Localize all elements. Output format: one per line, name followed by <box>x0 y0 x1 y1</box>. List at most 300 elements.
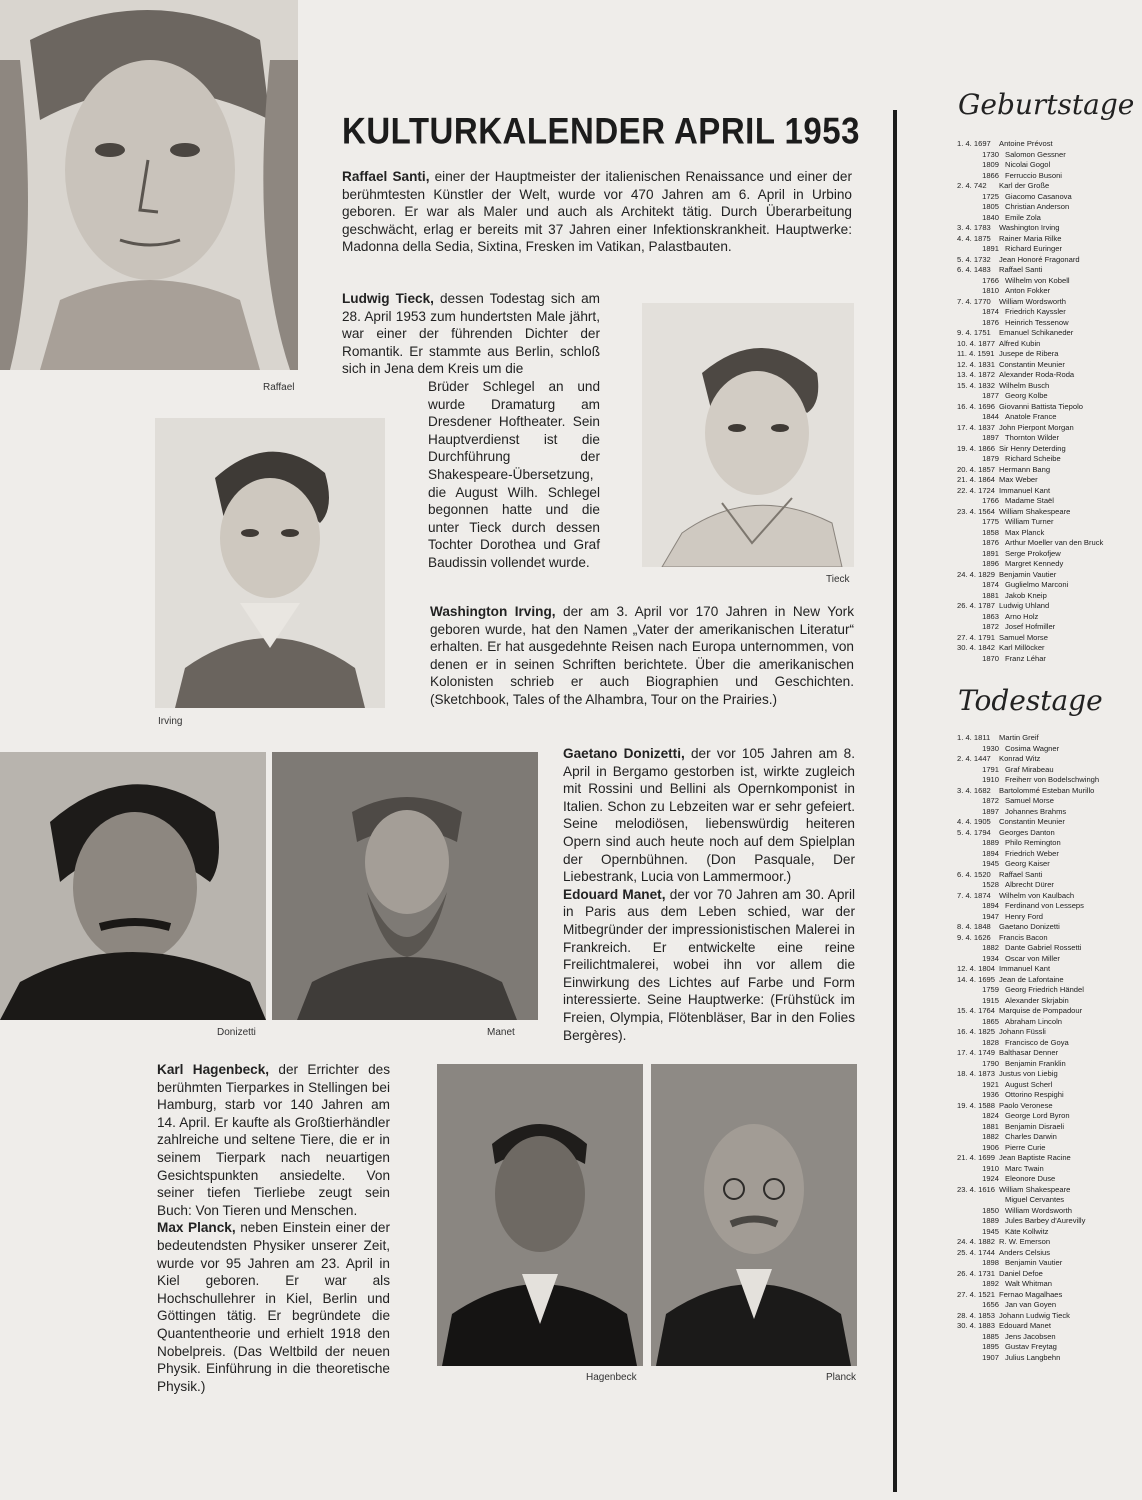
deaths-date <box>957 1122 979 1133</box>
deaths-year: 1930 <box>982 743 999 753</box>
birthdays-person: Arno Holz <box>1005 611 1039 621</box>
article-planck-body: neben Einstein einer der bedeutendsten Physiker unserer Zeit, wurde vor 95 Jahren am 23. April in Kiel geboren. Er war als Hochschullehrer in Kiel, Berlin und Göttingen tätig. Er begründete die Quantentheorie und erhielt 1918 den Nobelpreis. (Das Weltbild der neuen Physik. Einführung in die theoretische Physik.) <box>157 1220 390 1394</box>
birthdays-date <box>957 538 979 549</box>
deaths-date <box>957 1258 979 1269</box>
birthdays-date: 24. 4. 1829 <box>957 569 996 579</box>
caption-hagenbeck: Hagenbeck <box>586 1372 637 1383</box>
deaths-person: Benjamin Franklin <box>1005 1058 1066 1068</box>
birthdays-date <box>957 433 979 444</box>
deaths-person: Philo Remington <box>1005 838 1061 847</box>
deaths-entry <box>957 1048 1137 1059</box>
deaths-year: 1906 <box>982 1142 999 1152</box>
deaths-entry <box>957 1080 1137 1091</box>
deaths-entry <box>957 880 1137 891</box>
birthdays-date: 11. 4. 1591 <box>957 349 995 358</box>
deaths-entry <box>957 1195 1137 1206</box>
deaths-year: 1945 <box>982 859 999 868</box>
birthdays-entry <box>957 307 1137 318</box>
caption-planck: Planck <box>826 1372 857 1383</box>
caption-irving: Irving <box>158 716 183 727</box>
deaths-date <box>957 1143 979 1154</box>
birthdays-year: 1879 <box>982 454 999 463</box>
birthdays-year: 1896 <box>982 559 999 568</box>
deaths-person: Martin Greif <box>999 733 1039 742</box>
deaths-entry <box>957 1311 1137 1322</box>
deaths-person: Dante Gabriel Rossetti <box>1005 943 1082 952</box>
birthdays-date: 20. 4. 1857 <box>957 464 996 474</box>
birthdays-entry <box>957 381 1137 392</box>
deaths-date: 6. 4. 1520 <box>957 869 991 879</box>
article-tieck-body-1: dessen Todestag sich am 28. April 1953 zum hundertsten Male jährt, war einer der führenden Dichter der Romantik. Er stammte aus Berlin, schloß sich in Jena dem Kreis um die <box>342 291 600 377</box>
birthdays-date <box>957 580 979 591</box>
birthdays-entry <box>957 234 1137 245</box>
deaths-entry <box>957 796 1137 807</box>
birthdays-date <box>957 318 979 329</box>
deaths-person: Benjamin Vautier <box>1005 1258 1063 1267</box>
birthdays-date <box>957 622 979 633</box>
caption-manet: Manet <box>487 1027 515 1038</box>
birthdays-date: 5. 4. 1732 <box>957 254 991 264</box>
deaths-entry <box>957 744 1137 755</box>
article-tieck-name: Ludwig Tieck, <box>342 291 434 306</box>
deaths-date: 1. 4. 1811 <box>957 733 991 742</box>
birthdays-date <box>957 391 979 402</box>
deaths-date <box>957 1279 979 1290</box>
deaths-entry <box>957 933 1137 944</box>
deaths-person: Jean Baptiste Racine <box>999 1153 1071 1162</box>
article-tieck-part1 <box>342 290 600 378</box>
birthdays-date <box>957 150 979 161</box>
birthdays-date <box>957 412 979 423</box>
birthdays-person: Constantin Meunier <box>999 359 1065 369</box>
birthdays-year: 1872 <box>982 622 999 631</box>
deaths-date: 3. 4. 1682 <box>957 785 991 795</box>
deaths-date <box>957 1017 979 1028</box>
deaths-entry <box>957 765 1137 776</box>
caption-tieck: Tieck <box>826 574 850 585</box>
deaths-person: Paolo Veronese <box>999 1100 1053 1110</box>
deaths-entry <box>957 1059 1137 1070</box>
deaths-entry <box>957 1111 1137 1122</box>
deaths-person: Raffael Santi <box>999 869 1043 879</box>
birthdays-entry <box>957 255 1137 266</box>
deaths-entry <box>957 1206 1137 1217</box>
birthdays-entry <box>957 402 1137 413</box>
deaths-year: 1790 <box>982 1058 999 1068</box>
deaths-date <box>957 807 979 818</box>
deaths-date: 8. 4. 1848 <box>957 922 991 931</box>
deaths-date <box>957 1332 979 1343</box>
birthdays-person: Anton Fokker <box>1005 286 1051 295</box>
birthdays-date <box>957 244 979 255</box>
deaths-date <box>957 1216 979 1227</box>
birthdays-person: Josef Hofmiller <box>1005 622 1056 631</box>
birthdays-person: John Pierpont Morgan <box>999 422 1074 432</box>
deaths-person: William Wordsworth <box>1005 1205 1072 1215</box>
birthdays-year: 1844 <box>982 412 999 421</box>
deaths-year: 1881 <box>982 1121 999 1131</box>
birthdays-date: 26. 4. 1787 <box>957 601 996 610</box>
deaths-year: 1889 <box>982 1216 999 1225</box>
birthdays-entry <box>957 622 1137 633</box>
birthdays-list <box>957 139 1137 664</box>
birthdays-person: Wilhelm von Kobell <box>1005 275 1070 285</box>
deaths-person: Graf Mirabeau <box>1005 764 1054 774</box>
deaths-entry <box>957 1164 1137 1175</box>
deaths-person: Johann Füssli <box>999 1027 1046 1036</box>
birthdays-entry <box>957 591 1137 602</box>
deaths-person: Samuel Morse <box>1005 796 1054 805</box>
deaths-person: Ottorino Respighi <box>1005 1090 1064 1099</box>
manet-portrait <box>272 752 538 1020</box>
birthdays-year: 1840 <box>982 212 999 222</box>
birthdays-person: Christian Anderson <box>1005 202 1070 211</box>
article-tieck-part2 <box>428 378 600 572</box>
deaths-entry <box>957 1353 1137 1364</box>
birthdays-year: 1766 <box>982 275 999 285</box>
deaths-date <box>957 1090 979 1101</box>
deaths-person: Eleonore Duse <box>1005 1174 1056 1183</box>
birthdays-person: Alfred Kubin <box>999 338 1041 348</box>
birthdays-person: William Shakespeare <box>999 506 1071 516</box>
birthdays-person: Richard Scheibe <box>1005 454 1061 463</box>
birthdays-entry <box>957 150 1137 161</box>
deaths-year: 1824 <box>982 1111 999 1120</box>
birthdays-entry <box>957 244 1137 255</box>
deaths-entry <box>957 1290 1137 1301</box>
birthdays-date: 4. 4. 1875 <box>957 233 991 243</box>
birthdays-person: Jakob Kneip <box>1005 590 1047 600</box>
article-irving-body: der am 3. April vor 170 Jahren in New York geboren wurde, hat den Namen „Vater der amerikanischen Literatur“ erhalten. Er hat ausgedehnte Reisen nach Europa unternommen, von denen er in seinen Schriften berichtete. Über die amerikanischen Kolonisten schrieb er auch Biographien und Geschichten. (Sketchbook, Tales of the Alhambra, Tour on the Prairies.) <box>430 604 854 707</box>
deaths-date: 25. 4. 1744 <box>957 1247 996 1257</box>
deaths-entry <box>957 985 1137 996</box>
deaths-year: 1528 <box>982 880 999 889</box>
birthdays-person: Karl der Große <box>999 181 1050 190</box>
birthdays-person: Jusepe de Ribera <box>999 349 1059 358</box>
deaths-date <box>957 1227 979 1238</box>
deaths-heading: Todestage <box>958 684 1103 717</box>
deaths-date: 14. 4. 1695 <box>957 974 996 984</box>
birthdays-date: 21. 4. 1864 <box>957 475 996 484</box>
birthdays-person: Karl Millöcker <box>999 643 1045 652</box>
article-donizetti-name: Gaetano Donizetti, <box>563 746 685 761</box>
birthdays-person: Guglielmo Marconi <box>1005 580 1069 589</box>
birthdays-year: 1863 <box>982 611 999 621</box>
birthdays-entry <box>957 517 1137 528</box>
deaths-person: Johannes Brahms <box>1005 806 1067 816</box>
deaths-date: 28. 4. 1853 <box>957 1310 996 1320</box>
deaths-date <box>957 744 979 755</box>
deaths-year: 1791 <box>982 764 999 774</box>
deaths-entry <box>957 786 1137 797</box>
deaths-date: 21. 4. 1699 <box>957 1153 996 1162</box>
birthdays-entry <box>957 643 1137 654</box>
birthdays-entry <box>957 318 1137 329</box>
birthdays-person: Raffael Santi <box>999 265 1043 274</box>
article-irving-name: Washington Irving, <box>430 604 556 619</box>
birthdays-date: 12. 4. 1831 <box>957 359 996 369</box>
birthdays-entry <box>957 633 1137 644</box>
birthdays-entry <box>957 181 1137 192</box>
deaths-entry <box>957 1038 1137 1049</box>
deaths-date: 26. 4. 1731 <box>957 1268 996 1278</box>
deaths-year: 1910 <box>982 1163 999 1173</box>
birthdays-entry <box>957 423 1137 434</box>
birthdays-person: Sir Henry Deterding <box>999 443 1066 453</box>
birthdays-entry <box>957 538 1137 549</box>
deaths-entry <box>957 807 1137 818</box>
deaths-year: 1915 <box>982 995 999 1005</box>
deaths-date: 17. 4. 1749 <box>957 1048 996 1057</box>
deaths-date <box>957 985 979 996</box>
deaths-date <box>957 796 979 807</box>
deaths-year: 1892 <box>982 1279 999 1288</box>
birthdays-date: 13. 4. 1872 <box>957 370 996 379</box>
birthdays-entry <box>957 265 1137 276</box>
birthdays-year: 1876 <box>982 317 999 327</box>
birthdays-date <box>957 307 979 318</box>
deaths-date <box>957 943 979 954</box>
birthdays-person: Giovanni Battista Tiepolo <box>999 401 1084 411</box>
deaths-person: George Lord Byron <box>1005 1111 1070 1120</box>
birthdays-entry <box>957 433 1137 444</box>
deaths-person: Edouard Manet <box>999 1321 1051 1330</box>
deaths-entry <box>957 838 1137 849</box>
birthdays-year: 1891 <box>982 548 999 558</box>
birthdays-person: Rainer Maria Rilke <box>999 233 1062 243</box>
birthdays-date: 16. 4. 1696 <box>957 401 996 411</box>
birthdays-date <box>957 612 979 623</box>
birthdays-person: William Wordsworth <box>999 296 1066 306</box>
deaths-year: 1850 <box>982 1205 999 1215</box>
birthdays-person: Anatole France <box>1005 412 1057 421</box>
birthdays-date: 9. 4. 1751 <box>957 328 991 337</box>
birthdays-date <box>957 591 979 602</box>
birthdays-date <box>957 213 979 224</box>
deaths-person: Benjamin Disraeli <box>1005 1121 1065 1131</box>
birthdays-year: 1877 <box>982 391 999 400</box>
deaths-date: 4. 4. 1905 <box>957 817 991 826</box>
birthdays-date <box>957 454 979 465</box>
deaths-year: 1828 <box>982 1037 999 1047</box>
birthdays-entry <box>957 465 1137 476</box>
deaths-entry <box>957 1248 1137 1259</box>
deaths-person: Julius Langbehn <box>1005 1352 1061 1362</box>
birthdays-person: Hermann Bang <box>999 464 1051 474</box>
deaths-entry <box>957 1258 1137 1269</box>
birthdays-person: Emile Zola <box>1005 212 1041 222</box>
birthdays-entry <box>957 454 1137 465</box>
deaths-year: 1907 <box>982 1352 999 1362</box>
deaths-date <box>957 1195 979 1206</box>
deaths-entry <box>957 1237 1137 1248</box>
birthdays-year: 1730 <box>982 149 999 159</box>
deaths-year: 1882 <box>982 1132 999 1141</box>
birthdays-date: 27. 4. 1791 <box>957 632 996 642</box>
deaths-date <box>957 1059 979 1070</box>
deaths-year <box>979 1195 1005 1206</box>
deaths-person: Miguel Cervantes <box>1005 1195 1065 1204</box>
deaths-date <box>957 1164 979 1175</box>
caption-donizetti: Donizetti <box>217 1027 256 1038</box>
birthdays-entry <box>957 486 1137 497</box>
article-manet-body: der vor 70 Jahren am 30. April in Paris aus dem Leben schied, war der Mitbegründer der impressionistischen Malerei in Frankreich. Er entwickelte eine reine Freilichtmalerei, wobei ihn vor allem die Einwirkung des Lichtes auf Farbe und Form interessierte. Seine Hauptwerke: (Frühstück im Freien, Olympia, Flötenbläser, Bar in den Folies Bergères). <box>563 886 855 1043</box>
deaths-date <box>957 849 979 860</box>
deaths-entry <box>957 954 1137 965</box>
birthdays-person: Heinrich Tessenow <box>1005 317 1069 327</box>
deaths-person: Justus von Liebig <box>999 1069 1058 1078</box>
raffael-portrait <box>0 0 298 370</box>
deaths-year: 1898 <box>982 1258 999 1267</box>
birthdays-date: 17. 4. 1837 <box>957 422 996 432</box>
deaths-entry <box>957 1269 1137 1280</box>
deaths-entry <box>957 828 1137 839</box>
deaths-date: 5. 4. 1794 <box>957 827 991 837</box>
birthdays-year: 1866 <box>982 170 999 180</box>
deaths-list <box>957 733 1137 1363</box>
deaths-date <box>957 1342 979 1353</box>
deaths-year: 1936 <box>982 1090 999 1099</box>
deaths-date: 23. 4. 1616 <box>957 1184 996 1194</box>
birthdays-date: 30. 4. 1842 <box>957 643 996 652</box>
birthdays-entry <box>957 276 1137 287</box>
deaths-person: Jules Barbey d'Aurevilly <box>1005 1216 1086 1225</box>
birthdays-date: 2. 4. 742 <box>957 181 987 190</box>
deaths-date: 30. 4. 1883 <box>957 1321 996 1330</box>
birthdays-entry <box>957 654 1137 665</box>
birthdays-year: 1858 <box>982 527 999 537</box>
deaths-entry <box>957 775 1137 786</box>
article-tieck-body-2: Brüder Schlegel an und wurde Dramaturg am Dresdener Hoftheater. Sein Hauptverdienst ist die Durchführung der Shakespeare-Übersetzung, die August Wilh. Schlegel begonnen hatte und die unter Tieck durch dessen Tochter Dorothea und Graf Baudissin vollendet wurde. <box>428 379 600 570</box>
hagenbeck-portrait <box>437 1064 643 1366</box>
deaths-date <box>957 1353 979 1364</box>
birthdays-entry <box>957 297 1137 308</box>
birthdays-person: Salomon Gessner <box>1005 149 1066 159</box>
page-title: KULTURKALENDER APRIL 1953 <box>342 110 860 152</box>
birthdays-date <box>957 202 979 213</box>
birthdays-date <box>957 160 979 171</box>
deaths-entry <box>957 1143 1137 1154</box>
deaths-date <box>957 901 979 912</box>
birthdays-date <box>957 549 979 560</box>
birthdays-entry <box>957 192 1137 203</box>
birthdays-entry <box>957 444 1137 455</box>
birthdays-entry <box>957 223 1137 234</box>
birthdays-date: 7. 4. 1770 <box>957 296 991 306</box>
birthdays-person: Arthur Moeller van den Bruck <box>1005 538 1104 547</box>
birthdays-person: Serge Prokofjew <box>1005 548 1061 558</box>
deaths-date: 19. 4. 1588 <box>957 1100 996 1110</box>
deaths-entry <box>957 754 1137 765</box>
deaths-year: 1894 <box>982 848 999 858</box>
deaths-entry <box>957 891 1137 902</box>
deaths-person: Marc Twain <box>1005 1163 1044 1173</box>
birthdays-year: 1870 <box>982 653 999 663</box>
birthdays-date: 15. 4. 1832 <box>957 380 996 390</box>
birthdays-date <box>957 654 979 665</box>
deaths-person: Daniel Defoe <box>999 1268 1043 1278</box>
tieck-portrait <box>642 303 854 567</box>
deaths-date <box>957 996 979 1007</box>
deaths-entry <box>957 1122 1137 1133</box>
deaths-person: Balthasar Denner <box>999 1048 1059 1057</box>
deaths-year: 1882 <box>982 943 999 952</box>
deaths-person: Charles Darwin <box>1005 1132 1057 1141</box>
deaths-date <box>957 1300 979 1311</box>
deaths-entry <box>957 1321 1137 1332</box>
birthdays-entry <box>957 549 1137 560</box>
birthdays-date <box>957 276 979 287</box>
birthdays-person: Richard Euringer <box>1005 244 1062 253</box>
article-raffael <box>342 168 852 256</box>
caption-raffael: Raffael <box>263 382 295 393</box>
deaths-year: 1894 <box>982 901 999 910</box>
birthdays-person: Nicolai Gogol <box>1005 160 1051 169</box>
deaths-person: Albrecht Dürer <box>1005 880 1054 889</box>
birthdays-date: 1. 4. 1697 <box>957 139 991 148</box>
deaths-person: R. W. Emerson <box>999 1237 1051 1246</box>
irving-portrait <box>155 418 385 708</box>
deaths-entry <box>957 1332 1137 1343</box>
birthdays-entry <box>957 139 1137 150</box>
birthdays-person: Giacomo Casanova <box>1005 191 1072 201</box>
deaths-person: Henry Ford <box>1005 911 1043 921</box>
deaths-date <box>957 880 979 891</box>
birthdays-entry <box>957 580 1137 591</box>
article-irving <box>430 603 854 709</box>
deaths-entry <box>957 733 1137 744</box>
birthdays-entry <box>957 286 1137 297</box>
birthdays-person: Thornton Wilder <box>1005 433 1060 442</box>
deaths-year: 1947 <box>982 911 999 921</box>
birthdays-entry <box>957 496 1137 507</box>
deaths-person: Walt Whitman <box>1005 1279 1052 1288</box>
deaths-entry <box>957 1006 1137 1017</box>
birthdays-year: 1874 <box>982 580 999 589</box>
article-manet-name: Edouard Manet, <box>563 886 666 902</box>
deaths-entry <box>957 870 1137 881</box>
birthdays-date: 22. 4. 1724 <box>957 485 996 495</box>
deaths-year: 1897 <box>982 806 999 816</box>
deaths-year: 1656 <box>982 1300 999 1309</box>
deaths-date <box>957 1132 979 1143</box>
deaths-person: Pierre Curie <box>1005 1142 1046 1152</box>
birthdays-year: 1876 <box>982 538 999 547</box>
deaths-date <box>957 1080 979 1091</box>
deaths-entry <box>957 1185 1137 1196</box>
deaths-year: 1934 <box>982 953 999 963</box>
deaths-entry <box>957 1153 1137 1164</box>
birthdays-entry <box>957 349 1137 360</box>
deaths-entry <box>957 849 1137 860</box>
deaths-entry <box>957 943 1137 954</box>
birthdays-person: Antoine Prévost <box>999 139 1053 148</box>
deaths-person: Marquise de Pompadour <box>999 1006 1083 1015</box>
birthdays-year: 1775 <box>982 517 999 526</box>
deaths-person: Gustav Freytag <box>1005 1342 1057 1351</box>
deaths-entry <box>957 1027 1137 1038</box>
birthdays-year: 1897 <box>982 433 999 442</box>
birthdays-entry <box>957 360 1137 371</box>
deaths-entry <box>957 996 1137 1007</box>
birthdays-entry <box>957 160 1137 171</box>
deaths-entry <box>957 1090 1137 1101</box>
deaths-date <box>957 912 979 923</box>
deaths-year: 1885 <box>982 1331 999 1341</box>
deaths-entry <box>957 1069 1137 1080</box>
deaths-date <box>957 1206 979 1217</box>
deaths-person: Käte Kollwitz <box>1005 1226 1049 1236</box>
